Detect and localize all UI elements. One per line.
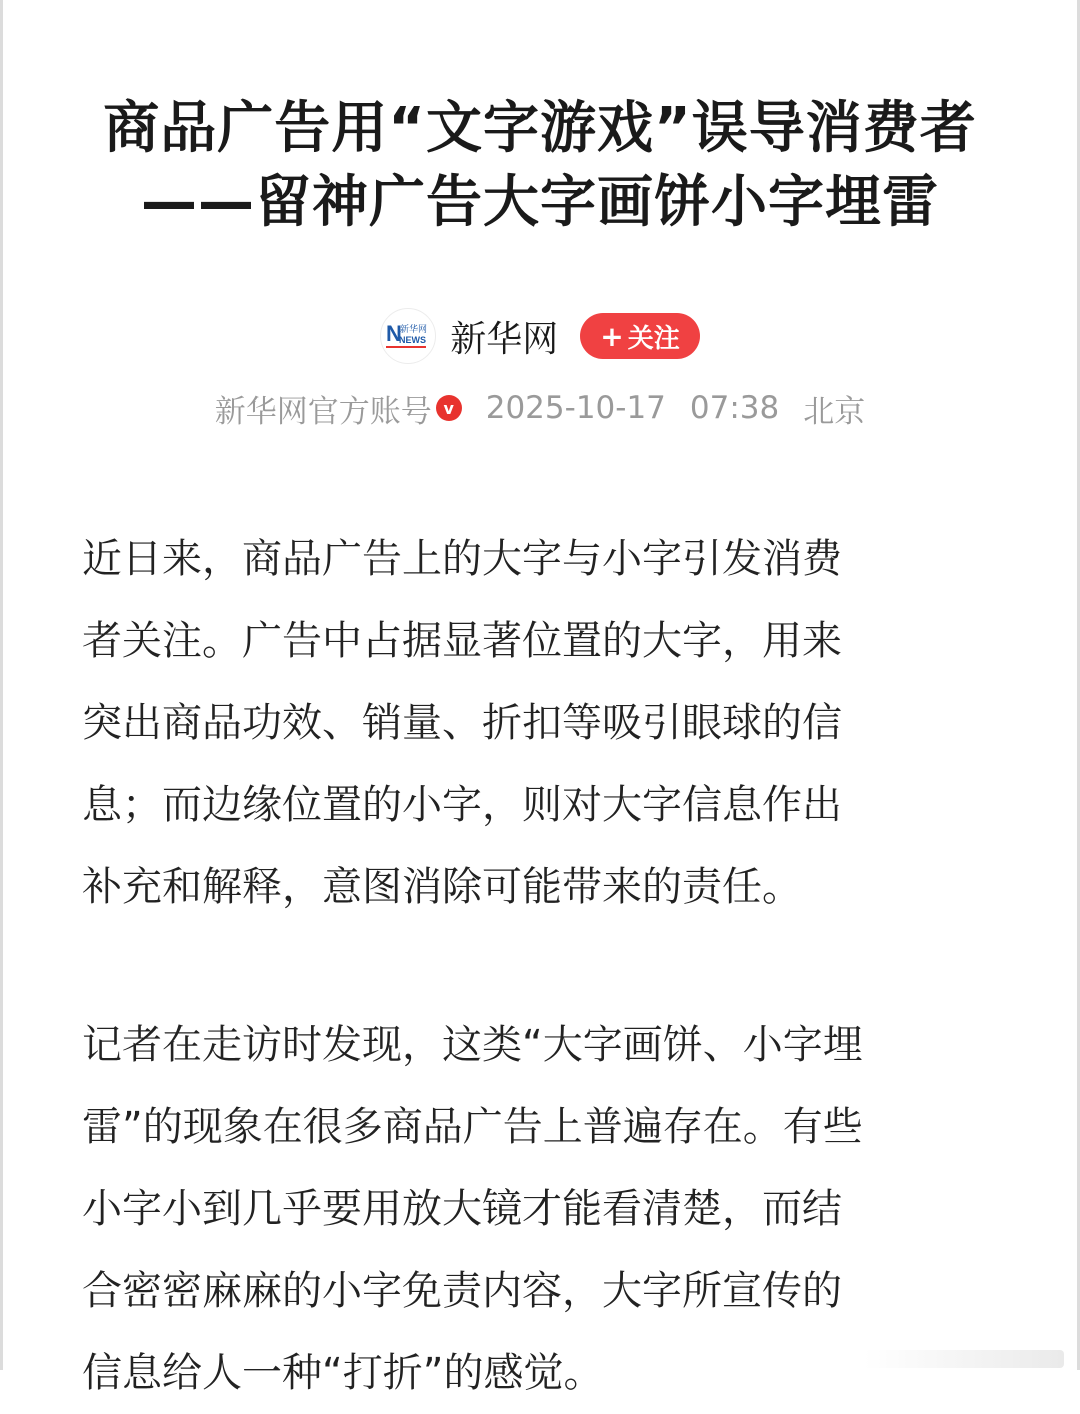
follow-button[interactable] <box>580 313 699 359</box>
paragraph-line: 补充和解释，意图消除可能带来的责任。 <box>82 864 802 910</box>
source-row <box>0 306 1080 366</box>
paragraph-line: 近日来，商品广告上的大字与小字引发消费 <box>82 536 842 582</box>
paragraph-line: 突出商品功效、销量、折扣等吸引眼球的信 <box>82 700 842 746</box>
logo-graphic <box>385 319 431 353</box>
follow-label: 关注 <box>627 323 680 354</box>
article-title <box>60 92 1020 240</box>
title-line-2: ——留神广告大字画饼小字埋雷 <box>141 170 939 235</box>
watermark <box>864 1350 1064 1368</box>
paragraph-1 <box>82 518 1002 928</box>
paragraph-line: 息；而边缘位置的小字，则对大字信息作出 <box>82 782 842 828</box>
paragraph-line: 记者在走访时发现，这类“大字画饼、小字埋 <box>82 1022 863 1068</box>
verified-icon: v <box>436 395 462 421</box>
article-meta <box>0 386 1080 430</box>
logo-text: 新华网 <box>400 325 428 335</box>
paragraph-line: 信息给人一种“打折”的感觉。 <box>82 1350 604 1396</box>
xinhuanet-logo-icon[interactable] <box>380 308 436 364</box>
left-border <box>0 0 3 1370</box>
publish-date: 2025-10-17 <box>485 390 666 426</box>
source-name[interactable]: 新华网 <box>450 318 559 360</box>
account-label: 新华网官方账号 <box>214 393 432 430</box>
plus-icon: + <box>600 319 624 353</box>
paragraph-line: 者关注。广告中占据显著位置的大字，用来 <box>82 618 842 664</box>
publish-location: 北京 <box>803 393 866 430</box>
article-body <box>82 518 1002 1414</box>
title-line-1: 商品广告用“文字游戏”误导消费者 <box>103 96 977 161</box>
paragraph-line: 合密密麻麻的小字免责内容，大字所宣传的 <box>82 1268 842 1314</box>
logo-sub: NEWS <box>399 335 427 345</box>
svg-text:N: N <box>386 321 403 346</box>
publish-time: 07:38 <box>689 390 780 426</box>
paragraph-line: 小字小到几乎要用放大镜才能看清楚，而结 <box>82 1186 842 1232</box>
paragraph-line: 雷”的现象在很多商品广告上普遍存在。有些 <box>82 1104 863 1150</box>
